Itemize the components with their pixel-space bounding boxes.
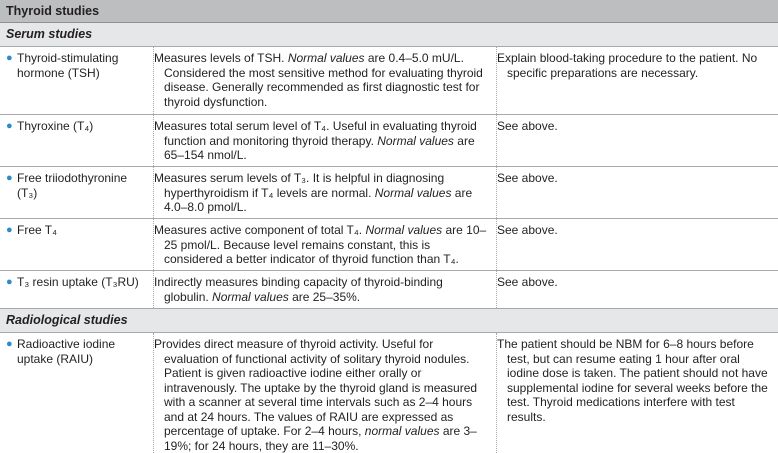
bullet-icon: ● <box>6 120 13 132</box>
test-name-cell <box>0 167 153 218</box>
table-row <box>0 219 778 271</box>
nursing-notes-cell: See above. <box>497 119 558 133</box>
bullet-icon: ● <box>6 276 13 288</box>
description-cell: Measures levels of TSH. Normal values are 0.4–5.0 mU/L. Considered the most sensitive method for evaluating thyroid disease. Generally recommended as first diagnostic test for thyroid dysfunction. <box>153 47 497 114</box>
test-name-cell <box>0 333 153 453</box>
bullet-icon: ● <box>6 224 13 236</box>
test-name-cell <box>0 271 153 308</box>
table-row <box>0 271 778 309</box>
description-cell: Measures serum levels of T₃. It is helpful in diagnosing hyperthyroidism if T₄ levels are normal. Normal values are 4.0–8.0 pmol/L. <box>153 167 497 218</box>
description-cell: Provides direct measure of thyroid activity. Useful for evaluation of functional activity of solitary thyroid nodules. Patient is given radioactive iodine either orally or intravenously. The uptake by the thyroid gland is measured with a scanner at several time intervals such as 2–4 hours and at 24 hours. The values of RAIU are expressed as percentage of uptake. For 2–4 hours, normal values are 3–19%; for 24 hours, they are 11–30%. <box>153 333 497 453</box>
table-row <box>0 115 778 167</box>
test-name: Thyroid-stimulating hormone (TSH) <box>17 51 119 80</box>
test-name-cell <box>0 219 153 270</box>
section-heading-serum: Serum studies <box>0 23 778 47</box>
table-row <box>0 47 778 115</box>
description-cell: Measures active component of total T₄. Normal values are 10–25 pmol/L. Because level remains constant, this is considered a better indicator of thyroid function than T₄. <box>153 219 497 270</box>
bullet-icon: ● <box>6 338 13 350</box>
test-name: Free T₄ <box>17 223 58 237</box>
test-name: Thyroxine (T₄) <box>17 119 94 133</box>
table-title: Thyroid studies <box>0 0 778 23</box>
test-name: Radioactive iodine uptake (RAIU) <box>17 337 116 366</box>
description-cell: Measures total serum level of T₄. Useful in evaluating thyroid function and monitoring thyroid therapy. Normal values are 65–154 nmol/L. <box>153 115 497 166</box>
bullet-icon: ● <box>6 172 13 184</box>
nursing-notes-cell: See above. <box>497 223 558 237</box>
bullet-icon: ● <box>6 52 13 64</box>
section-heading-radiological: Radiological studies <box>0 309 778 333</box>
nursing-notes-cell: See above. <box>497 275 558 289</box>
nursing-notes-cell: Explain blood-taking procedure to the patient. No specific preparations are necessary. <box>497 51 758 80</box>
table-row <box>0 333 778 453</box>
test-name: T₃ resin uptake (T₃RU) <box>17 275 139 289</box>
nursing-notes-cell: The patient should be NBM for 6–8 hours before test, but can resume eating 1 hour after oral iodine dose is taken. The patient should not have supplemental iodine for several weeks before the test. Thyroid medications interfere with test results. <box>497 337 768 424</box>
nursing-notes-cell: See above. <box>497 171 558 185</box>
test-name-cell <box>0 47 153 114</box>
table-row <box>0 167 778 219</box>
description-cell: Indirectly measures binding capacity of thyroid-binding globulin. Normal values are 25–35%. <box>153 271 497 308</box>
test-name: Free triiodothyronine (T₃) <box>17 171 128 200</box>
test-name-cell <box>0 115 153 166</box>
